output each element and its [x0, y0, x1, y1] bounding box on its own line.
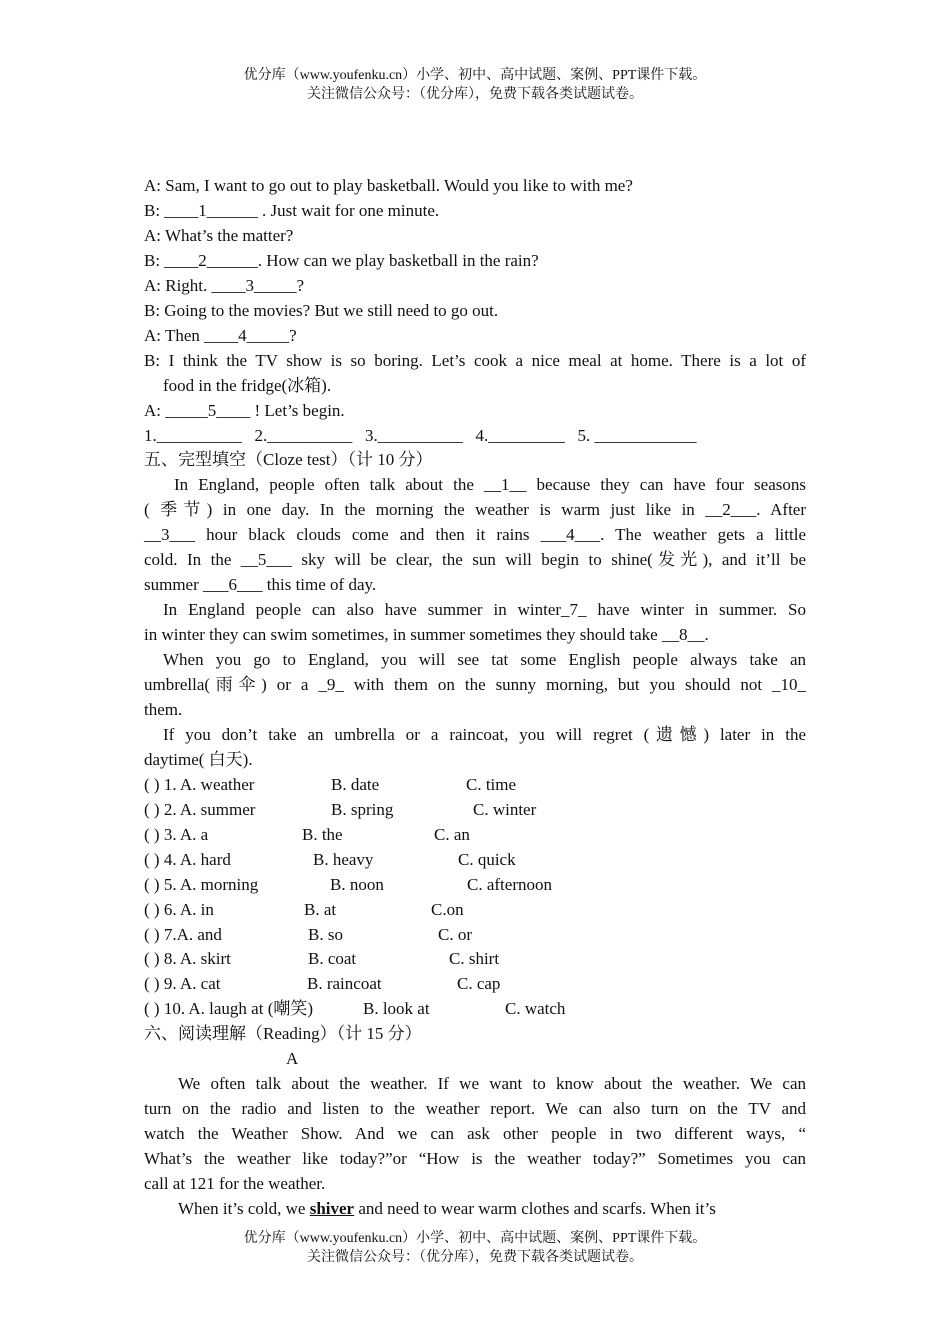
cloze-line: umbrella(雨伞) or a _9_ with them on the sunny morning, but you should not _10_ [144, 675, 806, 695]
document-body [144, 174, 806, 1222]
question-option-a: ( ) 2. A. summer [144, 799, 256, 819]
question-option-a: ( ) 9. A. cat [144, 974, 221, 994]
question-row [144, 848, 806, 873]
question-option-a: ( ) 6. A. in [144, 899, 214, 919]
question-row [144, 823, 806, 848]
question-row [144, 798, 806, 823]
dialogue-line: A: _____5____ ! Let’s begin. [144, 400, 345, 420]
question-option-a: ( ) 3. A. a [144, 824, 209, 844]
question-option-b: B. heavy [313, 849, 374, 869]
question-option-c: C. an [434, 824, 470, 844]
question-option-c: C. cap [457, 974, 501, 994]
question-option-c: C. time [466, 774, 517, 794]
cloze-line: In England, people often talk about the __1__ because they can have four seasons [174, 475, 806, 495]
question-option-a: ( ) 5. A. morning [144, 874, 259, 894]
question-option-b: B. so [308, 924, 343, 944]
reading-line: We often talk about the weather. If we want to know about the weather. We can [178, 1074, 806, 1094]
dialogue-line: A: Then ____4_____? [144, 325, 297, 345]
question-option-a: ( ) 1. A. weather [144, 774, 255, 794]
passage-label: A [286, 1049, 299, 1069]
dialogue-line: A: What’s the matter? [144, 225, 294, 245]
question-option-a: ( ) 7.A. and [144, 924, 222, 944]
question-row [144, 773, 806, 798]
question-row [144, 923, 806, 948]
question-option-a: ( ) 10. A. laugh at (嘲笑) [144, 999, 314, 1019]
dialogue-line: A: Sam, I want to go out to play basketball. Would you like to with me? [144, 176, 633, 195]
question-option-a: ( ) 4. A. hard [144, 849, 231, 869]
reading-line-last [144, 1197, 806, 1222]
question-option-c: C. watch [505, 999, 566, 1019]
question-option-b: B. date [331, 774, 380, 794]
question-option-b: B. noon [330, 874, 384, 894]
cloze-line: cold. In the __5___ sky will be clear, the sun will begin to shine(发光), and it’ll be [144, 550, 806, 570]
dialogue-line: B: Going to the movies? But we still need to go out. [144, 300, 499, 320]
question-option-b: B. at [304, 899, 337, 919]
question-option-b: B. look at [363, 999, 430, 1019]
question-row [144, 898, 806, 923]
cloze-line: In England people can also have summer in winter_7_ have winter in summer. So [163, 600, 806, 620]
cloze-line: When you go to England, you will see tat some English people always take an [163, 650, 806, 670]
header-line-2: 关注微信公众号：（优分库），免费下载各类试题试卷。 [307, 87, 643, 102]
question-option-b: B. coat [308, 949, 357, 969]
cloze-line: daytime( 白天). [144, 749, 253, 769]
question-option-c: C. shirt [449, 949, 500, 969]
dialogue-line: B: ____1______ . Just wait for one minute. [144, 200, 440, 220]
question-option-b: B. spring [331, 799, 394, 819]
question-row [144, 873, 806, 898]
vocab-word: shiver [309, 1198, 355, 1218]
page-footer [0, 1229, 950, 1267]
reading-line: turn on the radio and listen to the weather report. We can also turn on the TV and [144, 1099, 806, 1119]
question-option-b: B. raincoat [307, 974, 382, 994]
cloze-line: them. [144, 700, 183, 720]
question-option-c: C.on [431, 899, 464, 919]
page-header [0, 66, 950, 104]
reading-line: call at 121 for the weather. [144, 1173, 326, 1193]
question-option-a: ( ) 8. A. skirt [144, 949, 231, 969]
dialogue-line: food in the fridge(冰箱). [163, 375, 332, 395]
dialogue-line: B: I think the TV show is so boring. Let’s cook a nice meal at home. There is a lot of [144, 350, 806, 370]
reading-line: watch the Weather Show. And we can ask other people in two different ways, “ [144, 1124, 806, 1144]
question-row [144, 947, 806, 972]
question-row [144, 972, 806, 997]
cloze-line: __3___ hour black clouds come and then it rains ___4___. The weather gets a little [144, 525, 806, 545]
answer-blanks: 1.__________ 2.__________ 3.__________ 4._________ 5. ____________ [144, 425, 697, 445]
question-option-c: C. winter [473, 799, 537, 819]
dialogue-line: A: Right. ____3_____? [144, 275, 305, 295]
reading-line: What’s the weather like today?”or “How is the weather today?” Sometimes you can [144, 1149, 806, 1169]
cloze-line: If you don’t take an umbrella or a raincoat, you will regret (遗憾) later in the [163, 724, 806, 744]
question-option-c: C. afternoon [467, 874, 552, 894]
reading-text: and need to wear warm clothes and scarfs. When it’s [354, 1198, 716, 1218]
cloze-line: ( 季节) in one day. In the morning the weather is warm just like in __2___. After [144, 500, 806, 520]
section-title-reading: 六、阅读理解（Reading）（计 15 分） [144, 1024, 422, 1044]
footer-line-1: 优分库（www.youfenku.cn）小学、初中、高中试题、案例、PPT课件下载。 [243, 1231, 707, 1246]
question-row [144, 997, 806, 1022]
cloze-line: summer ___6___ this time of day. [144, 575, 377, 595]
section-title-cloze: 五、完型填空（Cloze test）（计 10 分） [144, 450, 433, 470]
dialogue-line: B: ____2______. How can we play basketball in the rain? [144, 250, 539, 270]
reading-text: When it’s cold, we [178, 1198, 310, 1218]
question-option-b: B. the [302, 824, 343, 844]
question-option-c: C. or [438, 924, 472, 944]
cloze-line: in winter they can swim sometimes, in summer sometimes they should take __8__. [144, 625, 709, 645]
question-option-c: C. quick [458, 849, 516, 869]
footer-line-2: 关注微信公众号：（优分库），免费下载各类试题试卷。 [307, 1250, 643, 1265]
header-line-1: 优分库（www.youfenku.cn）小学、初中、高中试题、案例、PPT课件下载。 [243, 68, 707, 83]
